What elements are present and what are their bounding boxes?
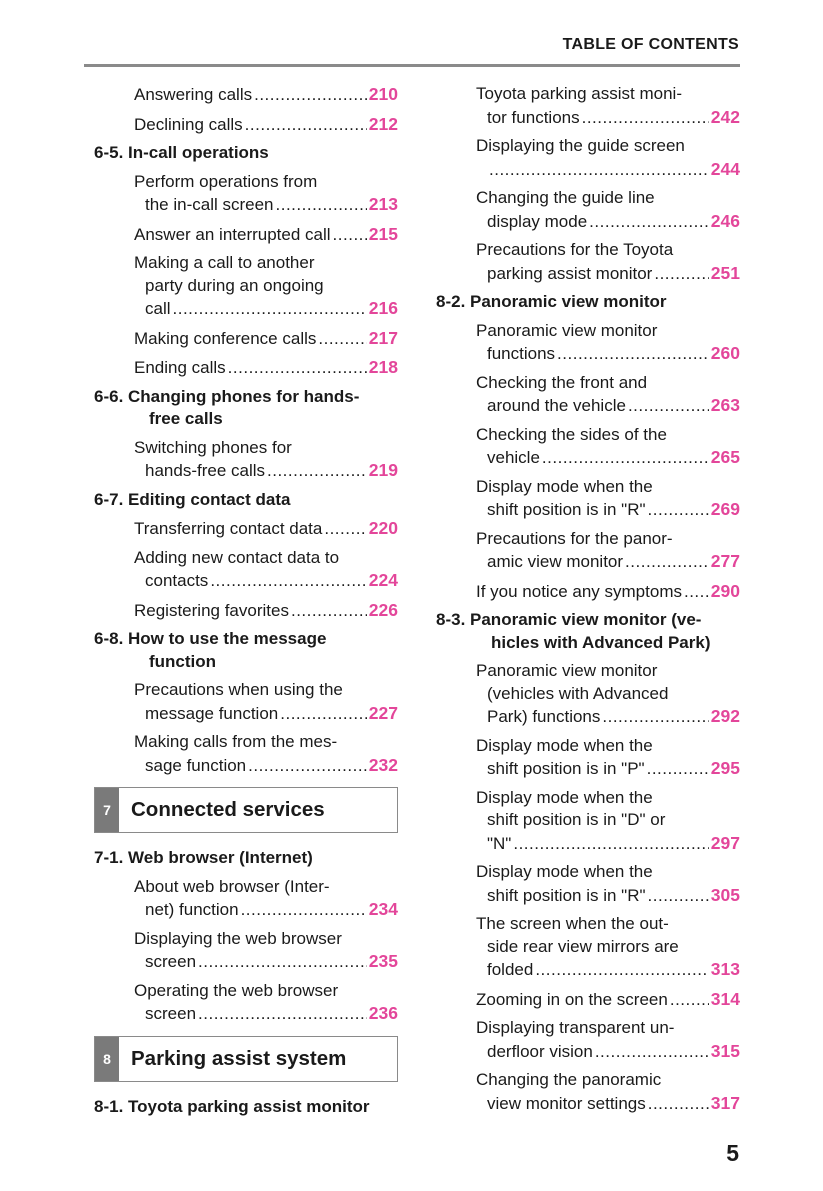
- dot-leader: [625, 551, 709, 574]
- toc-entry[interactable]: [436, 988, 740, 1012]
- dot-leader: [602, 706, 708, 729]
- dot-leader: [654, 263, 708, 286]
- toc-entry-line: Operating the web browser: [134, 980, 339, 1000]
- toc-section-line: 8-2. Panoramic view monitor: [436, 292, 667, 311]
- dot-leader: [245, 114, 367, 137]
- toc-entry-last-line: [476, 550, 740, 574]
- dot-leader: [557, 343, 709, 366]
- toc-entry-text: Transferring contact data: [134, 519, 323, 538]
- toc-entry-line: Precautions for the Toyota: [476, 240, 674, 259]
- toc-entry-last-line: [476, 1092, 740, 1116]
- dot-leader: [535, 959, 708, 982]
- toc-entry-line: party during an ongoing: [145, 275, 324, 295]
- toc-entry-text: derfloor vision: [487, 1041, 593, 1061]
- toc-entry-text: net) function: [145, 900, 239, 919]
- toc-section-line: 7-1. Web browser (Internet): [94, 848, 313, 867]
- toc-entry-text: "N": [487, 833, 512, 853]
- toc-entry-line: side rear view mirrors are: [487, 936, 679, 956]
- toc-section-line: free calls: [149, 409, 223, 428]
- toc-entry-last-line: [476, 1040, 740, 1064]
- toc-entry-last-line: [134, 702, 398, 726]
- dot-leader: [513, 833, 708, 856]
- toc-entry-last-line: [476, 394, 740, 418]
- toc-entry[interactable]: [436, 913, 740, 982]
- toc-page-number[interactable]: 305: [710, 884, 740, 905]
- toc-entry-line: Display mode when the: [476, 862, 653, 881]
- toc-entry-text: functions: [487, 344, 556, 363]
- toc-right-column: [436, 83, 740, 1121]
- toc-section-line: 6-7. Editing contact data: [94, 489, 291, 509]
- toc-entry-line: Panoramic view monitor: [476, 320, 658, 340]
- toc-page-number[interactable]: 260: [710, 343, 740, 363]
- toc-entry[interactable]: [94, 980, 398, 1026]
- toc-entry[interactable]: [436, 580, 740, 604]
- toc-page-number[interactable]: 236: [368, 1003, 398, 1023]
- toc-entry-last-line: [476, 262, 740, 286]
- dot-leader: [241, 899, 367, 922]
- toc-page-number[interactable]: 224: [368, 570, 398, 590]
- toc-entry[interactable]: [94, 876, 398, 922]
- toc-entry[interactable]: [94, 356, 398, 380]
- toc-entry-text: display mode: [487, 211, 588, 231]
- toc-entry-last-line: [134, 1002, 398, 1026]
- toc-page-number[interactable]: 244: [710, 158, 740, 179]
- dot-leader: [589, 211, 709, 234]
- dot-leader: [647, 758, 709, 781]
- toc-page-number[interactable]: 295: [710, 758, 740, 778]
- toc-entry-line: Precautions for the panor-: [476, 528, 673, 548]
- toc-page-number[interactable]: 220: [368, 518, 398, 538]
- toc-entry[interactable]: [94, 679, 398, 725]
- toc-page-number[interactable]: 292: [710, 706, 740, 726]
- toc-entry-last-line: [134, 113, 398, 137]
- toc-entry-text: shift position is in "R": [487, 885, 646, 905]
- toc-entry-last-line: [476, 884, 740, 908]
- toc-entry[interactable]: [436, 528, 740, 574]
- toc-page-number[interactable]: 213: [368, 194, 398, 214]
- toc-entry-last-line: [476, 988, 740, 1012]
- toc-entry[interactable]: [94, 171, 398, 217]
- toc-entry-last-line: [476, 705, 740, 729]
- toc-page-number[interactable]: 314: [710, 988, 740, 1009]
- toc-entry-line: Changing the guide line: [476, 188, 655, 207]
- toc-entry-last-line: [134, 297, 398, 321]
- toc-page-number[interactable]: 216: [368, 298, 398, 318]
- toc-page-number[interactable]: 217: [368, 327, 398, 348]
- toc-entry-text: vehicle: [487, 448, 540, 467]
- toc-entry-last-line: [476, 757, 740, 781]
- toc-entry[interactable]: [94, 547, 398, 593]
- dot-leader: [542, 447, 709, 470]
- toc-entry-text: screen: [145, 1004, 197, 1023]
- toc-entry-last-line: [134, 517, 398, 541]
- toc-entry[interactable]: [436, 424, 740, 470]
- chapter-title: Connected services: [131, 798, 325, 821]
- toc-entry-line: Making a call to another: [134, 253, 315, 272]
- toc-left-column: [94, 83, 398, 1124]
- toc-page-number[interactable]: 232: [368, 754, 398, 775]
- chapter-title: Parking assist system: [131, 1046, 347, 1070]
- dot-leader: [489, 159, 709, 182]
- toc-entry-text: message function: [145, 703, 279, 723]
- toc-entry-last-line: [134, 356, 398, 380]
- toc-entry-text: view monitor settings: [487, 1093, 646, 1113]
- toc-entry-last-line: [476, 832, 740, 856]
- toc-entry-last-line: [476, 342, 740, 366]
- toc-entry-text: folded: [487, 960, 534, 979]
- toc-entry[interactable]: [436, 239, 740, 285]
- dot-leader: [291, 600, 367, 623]
- toc-section-heading[interactable]: [436, 609, 740, 654]
- toc-entry-line: Adding new contact data to: [134, 547, 340, 567]
- toc-page-number[interactable]: 297: [710, 832, 740, 853]
- dot-leader: [248, 755, 367, 778]
- dot-leader: [276, 194, 367, 217]
- toc-entry-last-line: [134, 599, 398, 623]
- dot-leader: [582, 107, 709, 130]
- dot-leader: [318, 328, 366, 351]
- toc-entry-text: around the vehicle: [487, 396, 626, 415]
- toc-entry-text: shift position is in "R": [487, 500, 646, 519]
- toc-entry-last-line: [476, 446, 740, 470]
- toc-entry[interactable]: [94, 517, 398, 541]
- toc-entry-text: Registering favorites: [134, 600, 289, 620]
- toc-entry-line: The screen when the out-: [476, 914, 669, 933]
- toc-page-number[interactable]: 210: [368, 84, 398, 104]
- toc-entry-text: Declining calls: [134, 114, 243, 134]
- toc-entry-line: Displaying transparent un-: [476, 1018, 675, 1037]
- toc-entry-line: Toyota parking assist moni-: [476, 84, 682, 103]
- toc-entry-text: Making conference calls: [134, 328, 317, 348]
- toc-entry-line: Displaying the guide screen: [476, 136, 685, 155]
- toc-entry-last-line: [134, 950, 398, 974]
- toc-entry-text: the in-call screen: [145, 195, 274, 214]
- toc-entry-last-line: [134, 83, 398, 107]
- toc-entry[interactable]: [94, 327, 398, 351]
- toc-section-line: 8-3. Panoramic view monitor (ve-: [436, 610, 702, 629]
- toc-entry-last-line: [476, 106, 740, 130]
- toc-page-number[interactable]: 227: [368, 702, 398, 723]
- toc-entry-line: Changing the panoramic: [476, 1070, 662, 1089]
- toc-entry-text: If you notice any symptoms: [476, 581, 682, 601]
- toc-section-heading[interactable]: [94, 1096, 398, 1119]
- page-header-title: TABLE OF CONTENTS: [562, 36, 739, 53]
- toc-page-number[interactable]: 265: [710, 447, 740, 467]
- toc-entry-line: Display mode when the: [476, 476, 653, 496]
- toc-entry-line: Panoramic view monitor: [476, 661, 658, 680]
- toc-entry-last-line: [476, 210, 740, 234]
- toc-entry-text: Answering calls: [134, 85, 253, 104]
- dot-leader: [210, 570, 366, 593]
- toc-entry-text: contacts: [145, 571, 209, 590]
- toc-entry-line: Making calls from the mes-: [134, 732, 338, 751]
- dot-leader: [648, 885, 709, 908]
- toc-page-number[interactable]: 215: [368, 223, 398, 244]
- toc-entry-text: Park) functions: [487, 707, 601, 726]
- toc-entry-line: Display mode when the: [476, 787, 653, 807]
- toc-entry-last-line: [134, 569, 398, 593]
- dot-leader: [280, 703, 367, 726]
- toc-page-number[interactable]: 212: [368, 113, 398, 134]
- toc-entry-line: Precautions when using the: [134, 680, 343, 699]
- toc-entry-text: Answer an interrupted call: [134, 224, 331, 244]
- dot-leader: [254, 84, 367, 107]
- toc-section-heading[interactable]: [94, 489, 398, 512]
- toc-entry[interactable]: [436, 135, 740, 181]
- toc-entry[interactable]: [94, 731, 398, 777]
- toc-page-number[interactable]: 263: [710, 395, 740, 415]
- toc-section-line: function: [149, 651, 217, 671]
- toc-entry-last-line: [476, 958, 740, 982]
- toc-entry-text: screen: [145, 952, 197, 971]
- toc-entry-last-line: [134, 898, 398, 922]
- toc-page-number[interactable]: 277: [710, 551, 740, 571]
- toc-entry[interactable]: [94, 252, 398, 321]
- toc-entry[interactable]: [436, 735, 740, 781]
- toc-entry[interactable]: [94, 437, 398, 483]
- toc-entry[interactable]: [436, 83, 740, 129]
- toc-section-line: 6-8. How to use the message: [94, 629, 327, 648]
- toc-section-line: 6-6. Changing phones for hands-: [94, 386, 360, 406]
- page-number: 5: [726, 1140, 739, 1166]
- toc-page-number[interactable]: 246: [710, 210, 740, 231]
- dot-leader: [628, 395, 709, 418]
- toc-entry[interactable]: [436, 320, 740, 366]
- toc-entry-text: Ending calls: [134, 358, 226, 377]
- toc-entry-last-line: [134, 754, 398, 778]
- toc-entry-line: Display mode when the: [476, 735, 653, 755]
- toc-section-heading[interactable]: [94, 847, 398, 870]
- dot-leader: [267, 460, 367, 483]
- toc-entry[interactable]: [94, 113, 398, 137]
- toc-entry-text: hands-free calls: [145, 461, 266, 480]
- toc-entry-text: sage function: [145, 755, 247, 775]
- toc-section-line: hicles with Advanced Park): [491, 632, 711, 652]
- dot-leader: [670, 989, 709, 1012]
- toc-entry-text: amic view monitor: [487, 552, 624, 571]
- chapter-number-tab: 8: [95, 1037, 119, 1081]
- dot-leader: [198, 1003, 367, 1026]
- toc-entry[interactable]: [436, 861, 740, 907]
- toc-entry-last-line: [134, 223, 398, 247]
- toc-entry-last-line: [476, 158, 740, 182]
- toc-page-number[interactable]: 219: [368, 460, 398, 480]
- toc-page-number[interactable]: 242: [710, 106, 740, 127]
- toc-entry-text: parking assist monitor: [487, 263, 653, 283]
- dot-leader: [648, 1093, 709, 1116]
- toc-entry[interactable]: [436, 660, 740, 729]
- toc-entry-line: Checking the front and: [476, 372, 648, 392]
- toc-entry[interactable]: [94, 928, 398, 974]
- toc-section-heading[interactable]: [94, 142, 398, 165]
- toc-section-line: 8-1. Toyota parking assist monitor: [94, 1096, 370, 1116]
- header-rule: [84, 64, 740, 67]
- toc-entry-line: Displaying the web browser: [134, 928, 342, 948]
- toc-entry[interactable]: [436, 476, 740, 522]
- toc-entry-text: shift position is in "P": [487, 759, 645, 778]
- toc-entry-line: (vehicles with Advanced: [487, 683, 669, 703]
- chapter-number-tab: 7: [95, 788, 119, 832]
- toc-page-number[interactable]: 226: [368, 599, 398, 620]
- dot-leader: [228, 357, 367, 380]
- toc-entry-last-line: [476, 580, 740, 604]
- toc-section-heading[interactable]: [94, 628, 398, 673]
- toc-entry-line: shift position is in "D" or: [487, 810, 666, 829]
- dot-leader: [324, 518, 366, 541]
- toc-entry-line: Perform operations from: [134, 171, 318, 191]
- toc-entry-last-line: [134, 327, 398, 351]
- dot-leader: [333, 224, 367, 247]
- toc-page-number[interactable]: 251: [710, 262, 740, 283]
- toc-page-number[interactable]: 313: [710, 959, 740, 979]
- toc-page-number[interactable]: 234: [368, 899, 398, 919]
- toc-entry[interactable]: [436, 372, 740, 418]
- toc-entry[interactable]: [436, 1017, 740, 1063]
- toc-entry-last-line: [476, 498, 740, 522]
- toc-page-number[interactable]: 218: [368, 357, 398, 377]
- chapter-heading[interactable]: [94, 1036, 398, 1082]
- toc-entry-line: Checking the sides of the: [476, 424, 667, 444]
- dot-leader: [648, 499, 709, 522]
- toc-entry-last-line: [134, 459, 398, 483]
- toc-entry-line: Switching phones for: [134, 437, 292, 457]
- toc-entry-last-line: [134, 193, 398, 217]
- chapter-heading[interactable]: [94, 787, 398, 833]
- toc-section-heading[interactable]: [436, 291, 740, 314]
- toc-entry-text: tor functions: [487, 107, 580, 127]
- dot-leader: [198, 951, 367, 974]
- toc-section-heading[interactable]: [94, 386, 398, 431]
- toc-entry[interactable]: [94, 599, 398, 623]
- toc-entry-text: Zooming in on the screen: [476, 989, 668, 1009]
- toc-entry-text: call: [145, 299, 171, 318]
- toc-page-number[interactable]: 235: [368, 951, 398, 971]
- toc-entry[interactable]: [436, 1069, 740, 1115]
- dot-leader: [173, 298, 367, 321]
- toc-entry[interactable]: [94, 223, 398, 247]
- toc-page-number[interactable]: 315: [710, 1040, 740, 1061]
- toc-entry[interactable]: [94, 83, 398, 107]
- toc-entry[interactable]: [436, 787, 740, 856]
- dot-leader: [595, 1041, 709, 1064]
- toc-entry-line: About web browser (Inter-: [134, 876, 330, 896]
- toc-section-line: 6-5. In-call operations: [94, 143, 269, 162]
- toc-page-number[interactable]: 269: [710, 499, 740, 519]
- dot-leader: [684, 581, 709, 604]
- toc-page-number[interactable]: 317: [710, 1092, 740, 1113]
- toc-entry[interactable]: [436, 187, 740, 233]
- toc-page-number[interactable]: 290: [710, 580, 740, 601]
